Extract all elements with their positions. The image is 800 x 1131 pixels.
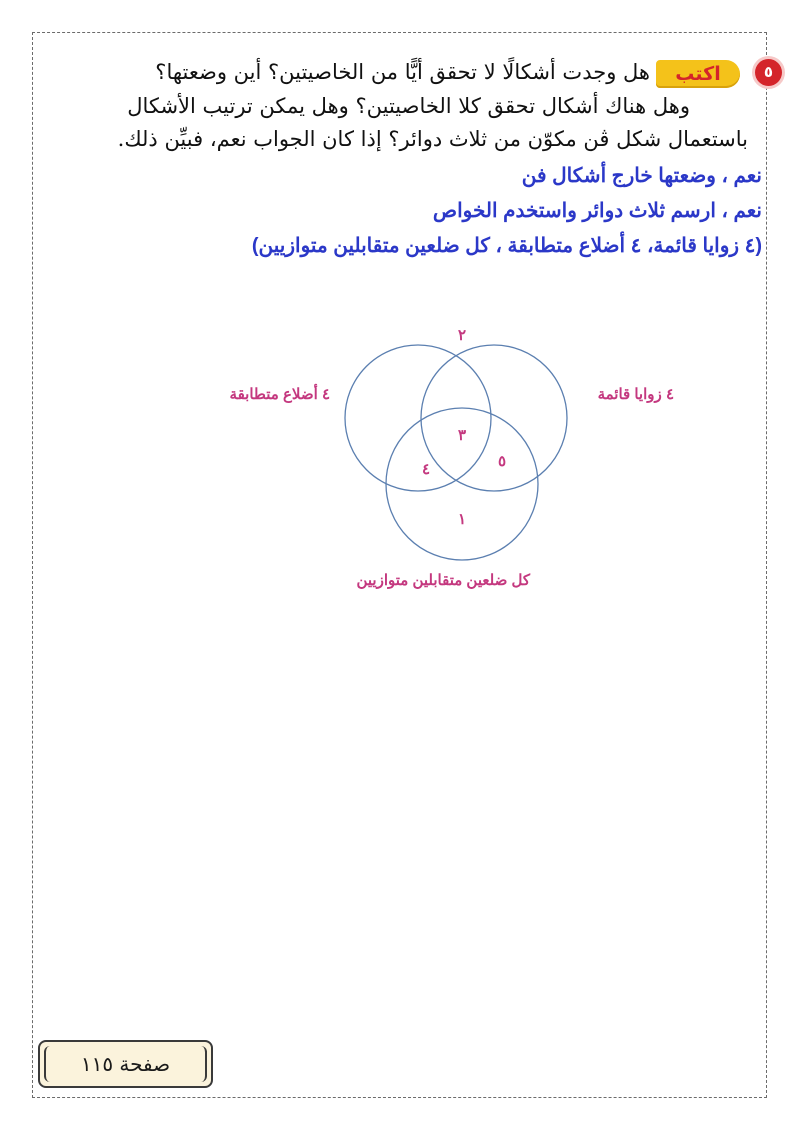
answer-line-1: نعم ، وضعتها خارج أشكال فن: [521, 165, 762, 187]
question-line-3: باستعمال شكل ڤن مكوّن من ثلاث دوائر؟ إذا كان الجواب نعم، فبيِّن ذلك.: [117, 127, 748, 151]
page-number-box: [38, 1040, 213, 1088]
venn-region-right-bottom: ٥: [497, 453, 507, 470]
venn-region-top: ٢: [457, 327, 467, 344]
answer-line-2: نعم ، ارسم ثلاث دوائر واستخدم الخواص: [432, 200, 762, 222]
question-line-1: هل وجدت أشكالًا لا تحقق أيًّا من الخاصيتين؟ أين وضعتها؟: [155, 60, 650, 84]
venn-label-right: ٤ زوايا قائمة: [597, 386, 674, 403]
answer-line-3: (٤ زوايا قائمة، ٤ أضلاع متطابقة ، كل ضلعين متقابلين متوازيين): [251, 235, 762, 257]
page-number: صفحة ١١٥: [80, 1052, 171, 1076]
venn-region-left-bottom: ٤: [421, 461, 431, 478]
write-badge-label: اكتب: [675, 63, 721, 85]
venn-label-left: ٤ أضلاع متطابقة: [229, 386, 330, 403]
venn-label-bottom: كل ضلعين متقابلين متوازيين: [356, 572, 530, 589]
venn-region-bottom: ١: [457, 511, 467, 528]
question-number: ٥: [755, 59, 782, 86]
question-line-2: وهل هناك أشكال تحقق كلا الخاصيتين؟ وهل يمكن ترتيب الأشكال: [127, 94, 690, 118]
venn-region-center: ٣: [457, 427, 467, 444]
